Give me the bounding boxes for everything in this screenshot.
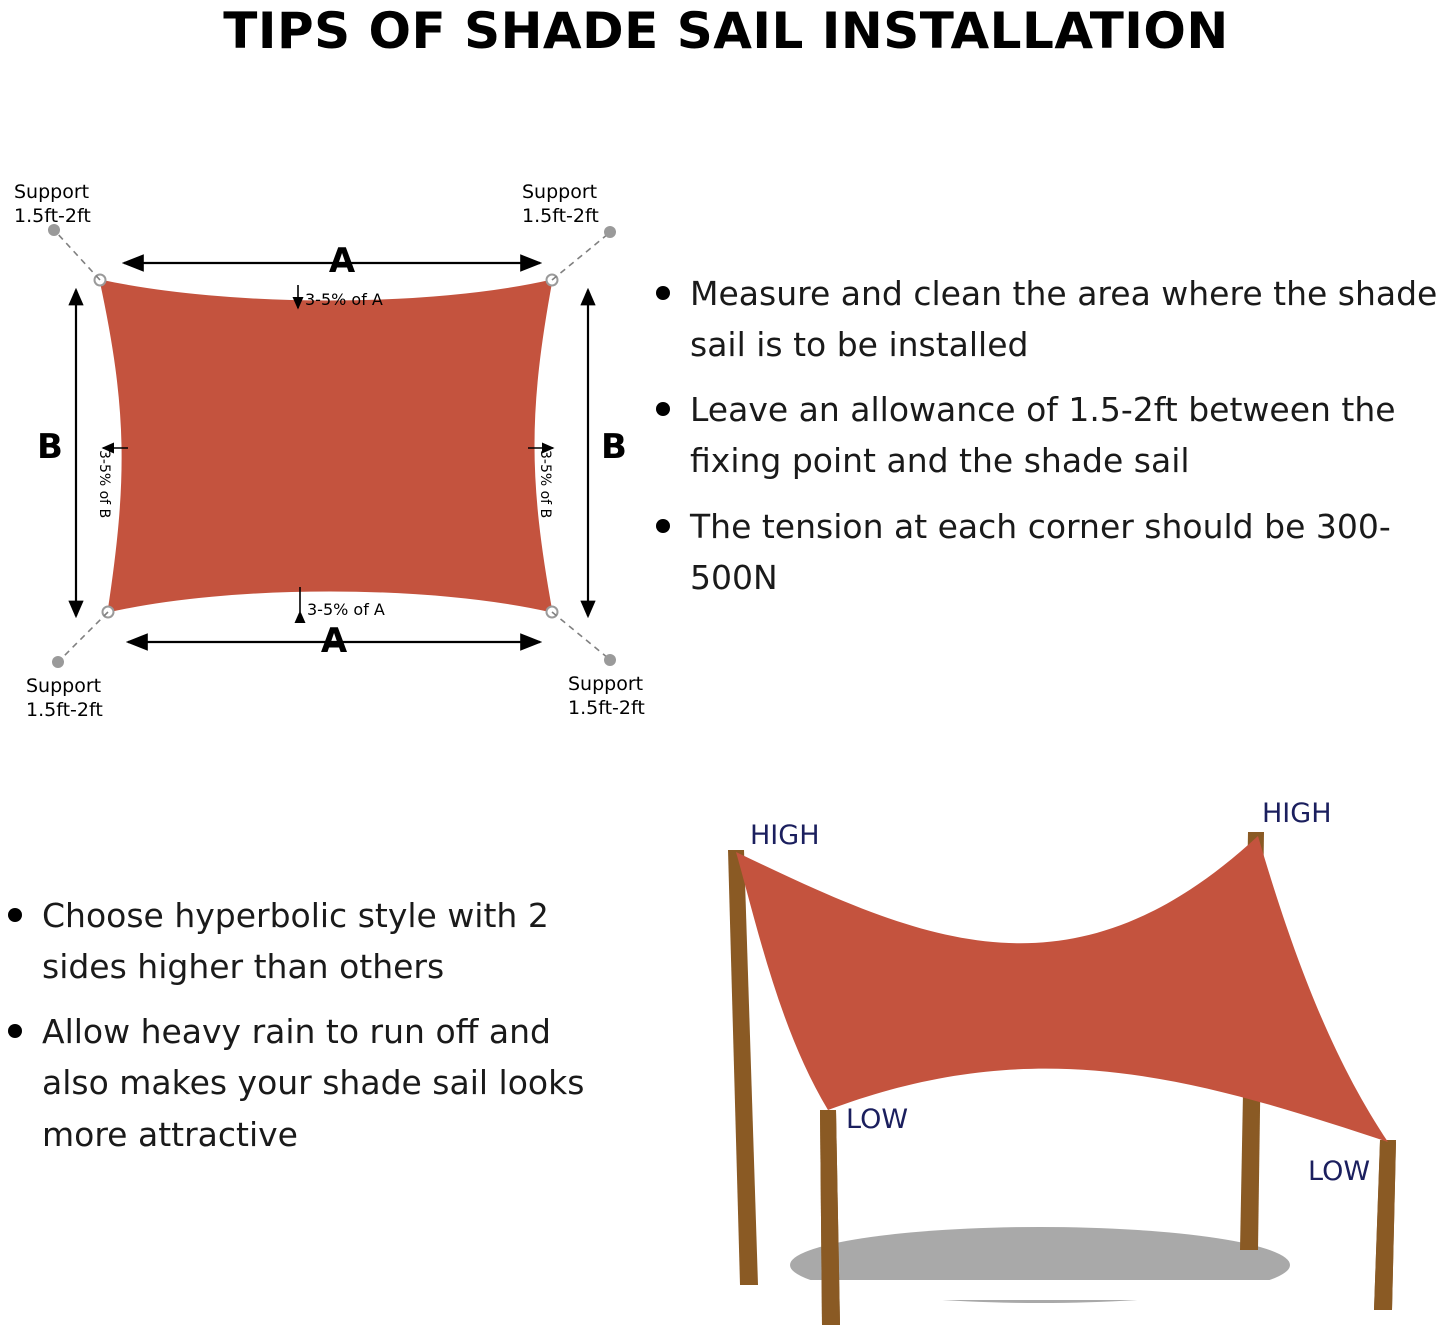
list-item: Choose hyperbolic style with 2 sides higher than others xyxy=(0,890,620,992)
support-line-bottom-left xyxy=(60,612,108,660)
label-a-bottom: A xyxy=(320,621,348,661)
support-dot-top-right xyxy=(604,226,616,238)
label-b-right: B xyxy=(601,427,627,467)
support-label-bottom-left-line1: Support xyxy=(26,675,102,697)
label-curve-left: 3-5% of B xyxy=(96,450,112,519)
support-label-top-left-line2: 1.5ft-2ft xyxy=(14,205,91,227)
support-label-top-right-line1: Support xyxy=(522,181,598,203)
support-line-bottom-right xyxy=(552,612,608,658)
top-tips-list xyxy=(648,268,1448,617)
label-curve-top: 3-5% of A xyxy=(305,290,383,309)
label-low-right: LOW xyxy=(1308,1156,1371,1187)
support-dot-bottom-right xyxy=(604,654,616,666)
support-label-top-left-line1: Support xyxy=(14,181,90,203)
label-high-left: HIGH xyxy=(750,820,820,851)
sail-shape xyxy=(100,280,552,612)
label-low-left: LOW xyxy=(846,1104,909,1135)
list-item: The tension at each corner should be 300-500N xyxy=(648,501,1448,603)
hyperbolic-sail-diagram xyxy=(640,780,1452,1325)
support-line-top-right xyxy=(552,234,608,280)
support-dot-bottom-left xyxy=(52,656,64,668)
support-label-bottom-left-line2: 1.5ft-2ft xyxy=(26,699,103,721)
support-label-bottom-right-line2: 1.5ft-2ft xyxy=(568,697,645,719)
post-low-right-front xyxy=(1374,1142,1396,1310)
page-title: TIPS OF SHADE SAIL INSTALLATION xyxy=(223,2,1229,60)
label-curve-right: 3-5% of B xyxy=(537,450,553,519)
support-label-bottom-right-line1: Support xyxy=(568,673,644,695)
list-item: Allow heavy rain to run off and also makes your shade sail looks more attractive xyxy=(0,1006,620,1159)
label-high-right: HIGH xyxy=(1262,798,1332,829)
shadow-trim xyxy=(790,1280,1300,1300)
post-low-left-front xyxy=(820,1110,840,1325)
support-label-top-right-line2: 1.5ft-2ft xyxy=(522,205,599,227)
support-line-top-left xyxy=(56,232,100,280)
rectangular-sail-diagram xyxy=(0,150,660,740)
hyperbolic-sail-shape xyxy=(736,836,1388,1142)
label-curve-bottom: 3-5% of A xyxy=(307,600,385,619)
list-item: Measure and clean the area where the shade sail is to be installed xyxy=(648,268,1448,370)
label-a-top: A xyxy=(328,241,356,281)
label-b-left: B xyxy=(37,427,63,467)
list-item: Leave an allowance of 1.5-2ft between the fixing point and the shade sail xyxy=(648,384,1448,486)
bottom-tips-list xyxy=(0,890,620,1174)
